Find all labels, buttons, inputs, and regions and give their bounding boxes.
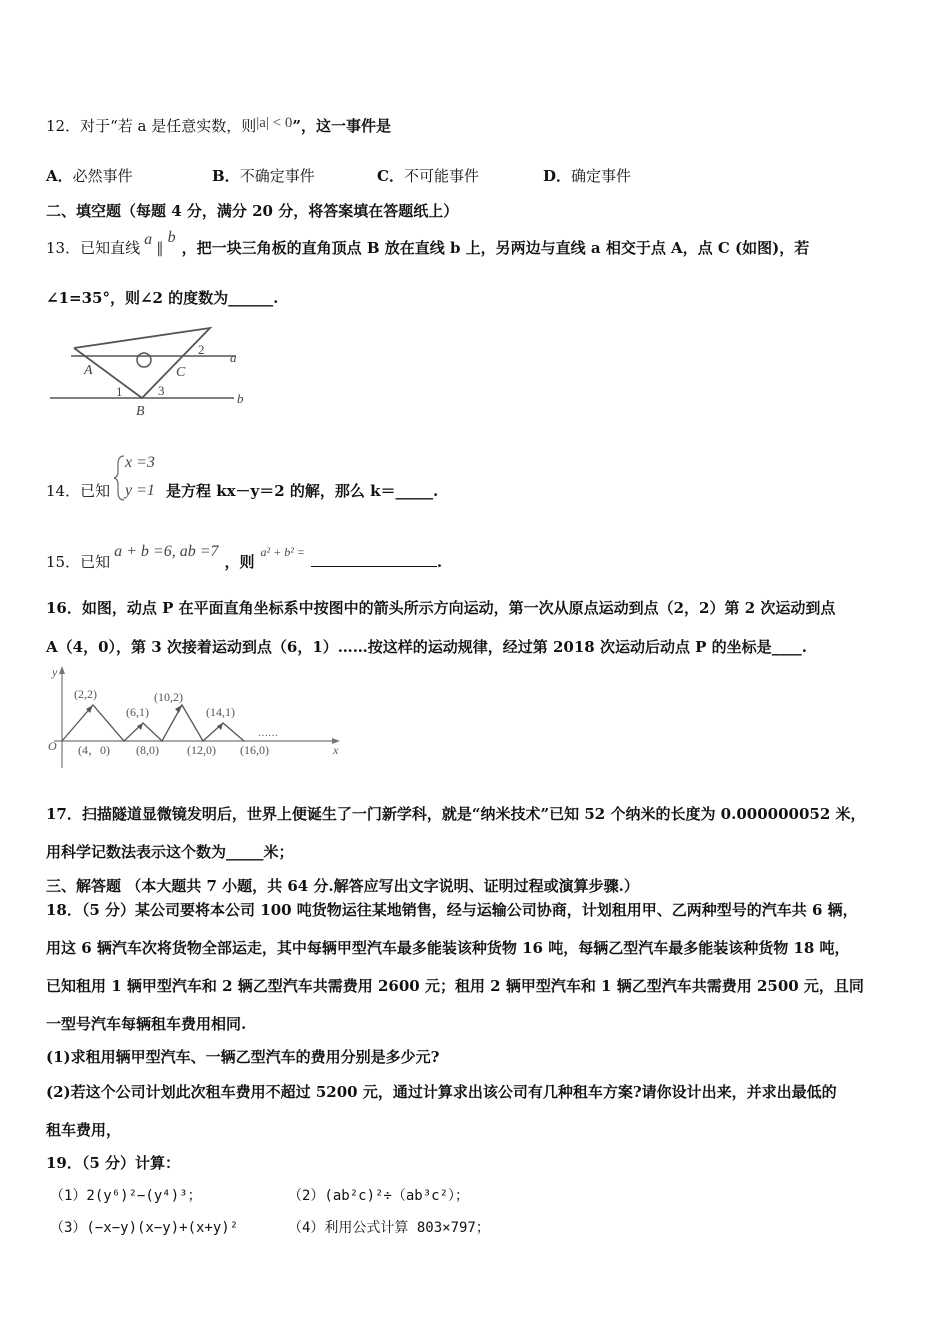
q16-figure: [44, 664, 344, 772]
q14-eq1: x =3: [125, 454, 155, 471]
q13-math-a: a: [144, 231, 153, 248]
label-1: 1: [116, 384, 123, 399]
right-angle-mark: [137, 353, 151, 367]
q17-line1: 17．扫描隧道显微镜发明后，世界上便诞生了一门新学科，就是“纳米技术”已知 52 个纳米的长度为 0.000000052 米，: [46, 805, 866, 823]
svg-text:(10,2): (10,2): [154, 690, 183, 704]
q18-part2a: (2)若这个公司计划此次租车费用不超过 5200 元，通过计算求出该公司有几种租车方案?请你设计出来，并求出最低的: [46, 1083, 837, 1101]
q14-tail: 是方程 kx－y＝2 的解，那么 k＝_____.: [166, 482, 439, 500]
svg-text:(4，0): (4，0): [78, 743, 110, 757]
q19-head: 19．（5 分）计算：: [46, 1154, 181, 1172]
q12-text-before: 12．对于“若 a 是任意实数，则: [46, 117, 257, 135]
svg-text:x: x: [333, 743, 339, 757]
q18-line3: 已知租用 1 辆甲型汽车和 2 辆乙型汽车共需费用 2600 元；租用 2 辆甲型汽车和 1 辆乙型汽车共需费用 2500 元，且同: [46, 977, 864, 995]
q12-math: |a| < 0: [256, 115, 293, 131]
svg-text:(12,0): (12,0): [187, 743, 216, 757]
q19-item-2: （2）(ab²c)²÷（ab³c²）；: [288, 1188, 470, 1204]
q12-option-c: C．不可能事件: [377, 167, 479, 185]
q13-parallel: ∥: [156, 241, 164, 257]
q12-text-after: ”，这一事件是: [292, 117, 392, 135]
svg-text:(16,0): (16,0): [240, 743, 269, 757]
q14-eq2: y =1: [125, 482, 155, 499]
svg-text:(14,1): (14,1): [206, 705, 235, 719]
section3-heading: 三、解答题 （本大题共 7 小题，共 64 分.解答应写出文字说明、证明过程或演算步骤.）: [46, 877, 639, 895]
q13-figure: [46, 322, 256, 418]
q12-option-a: A．必然事件: [46, 167, 133, 185]
q15-stem: 15．已知a + b =6, ab =7，则$^{a^2 + b^2 =}$.: [46, 543, 443, 571]
svg-text:……: ……: [258, 728, 278, 739]
svg-text:y: y: [52, 665, 58, 679]
q13-math-b: b: [167, 229, 176, 246]
svg-text:(6,1): (6,1): [126, 705, 149, 719]
q16-line1: 16．如图，动点 P 在平面直角坐标系中按图中的箭头所示方向运动，第一次从原点运动到点（2，2）第 2 次运动到点: [46, 599, 836, 617]
q18-part1: (1)求租用辆甲型汽车、一辆乙型汽车的费用分别是多少元?: [46, 1048, 440, 1066]
section2-heading: 二、填空题（每题 4 分，满分 20 分，将答案填在答题纸上）: [46, 202, 459, 220]
q18-line2: 用这 6 辆汽车次将货物全部运走，其中每辆甲型汽车最多能装该种货物 16 吨，每辆乙型汽车最多能装该种货物 18 吨，: [46, 939, 850, 957]
svg-text:(8,0): (8,0): [136, 743, 159, 757]
label-A: A: [84, 363, 93, 378]
label-3: 3: [158, 383, 165, 398]
q15-math2: a² + b² =: [260, 545, 305, 559]
q12-option-d: D．确定事件: [543, 167, 632, 185]
label-B: B: [136, 404, 145, 418]
q17-line2: 用科学记数法表示这个数为_____米；: [46, 843, 294, 861]
label-2: 2: [198, 342, 205, 357]
q13-line2: ∠1=35°，则∠2 的度数为______.: [46, 289, 279, 307]
q15-math: a + b =6, ab =7: [114, 543, 219, 560]
q18-line4: 一型号汽车每辆租车费用相同.: [46, 1015, 247, 1033]
q12-stem: [46, 115, 391, 136]
triangle: [74, 328, 210, 398]
svg-text:(2,2): (2,2): [74, 687, 97, 701]
q13-stem: 13．已知直线 a∥b，把一块三角板的直角顶点 B 放在直线 b 上，另两边与直线 a 相交于点 A，点 C (如图)，若: [46, 229, 810, 257]
q12-option-b: B．不确定事件: [212, 167, 315, 185]
q16-line2: A（4，0），第 3 次接着运动到点（6，1）……按这样的运动规律，经过第 2018 次运动后动点 P 的坐标是____.: [46, 638, 807, 656]
label-b: b: [237, 391, 244, 406]
q19-item-3: （3）(−x−y)(x−y)+(x+y)²: [50, 1220, 239, 1236]
q18-line1: 18．（5 分）某公司要将本公司 100 吨货物运往某地销售，经与运输公司协商，计划租用甲、乙两种型号的汽车共 6 辆，: [46, 901, 858, 919]
label-a: a: [230, 350, 237, 365]
q14-stem: 14．已知: [46, 482, 111, 500]
label-C: C: [176, 365, 186, 380]
q19-item-1: （1）2(y⁶)²−(y⁴)³；: [50, 1188, 202, 1204]
svg-text:O: O: [48, 739, 57, 753]
q15-blank: [311, 552, 437, 567]
q18-part2b: 租车费用，: [46, 1121, 122, 1139]
q19-item-4: （4）利用公式计算 803×797；: [288, 1220, 490, 1236]
